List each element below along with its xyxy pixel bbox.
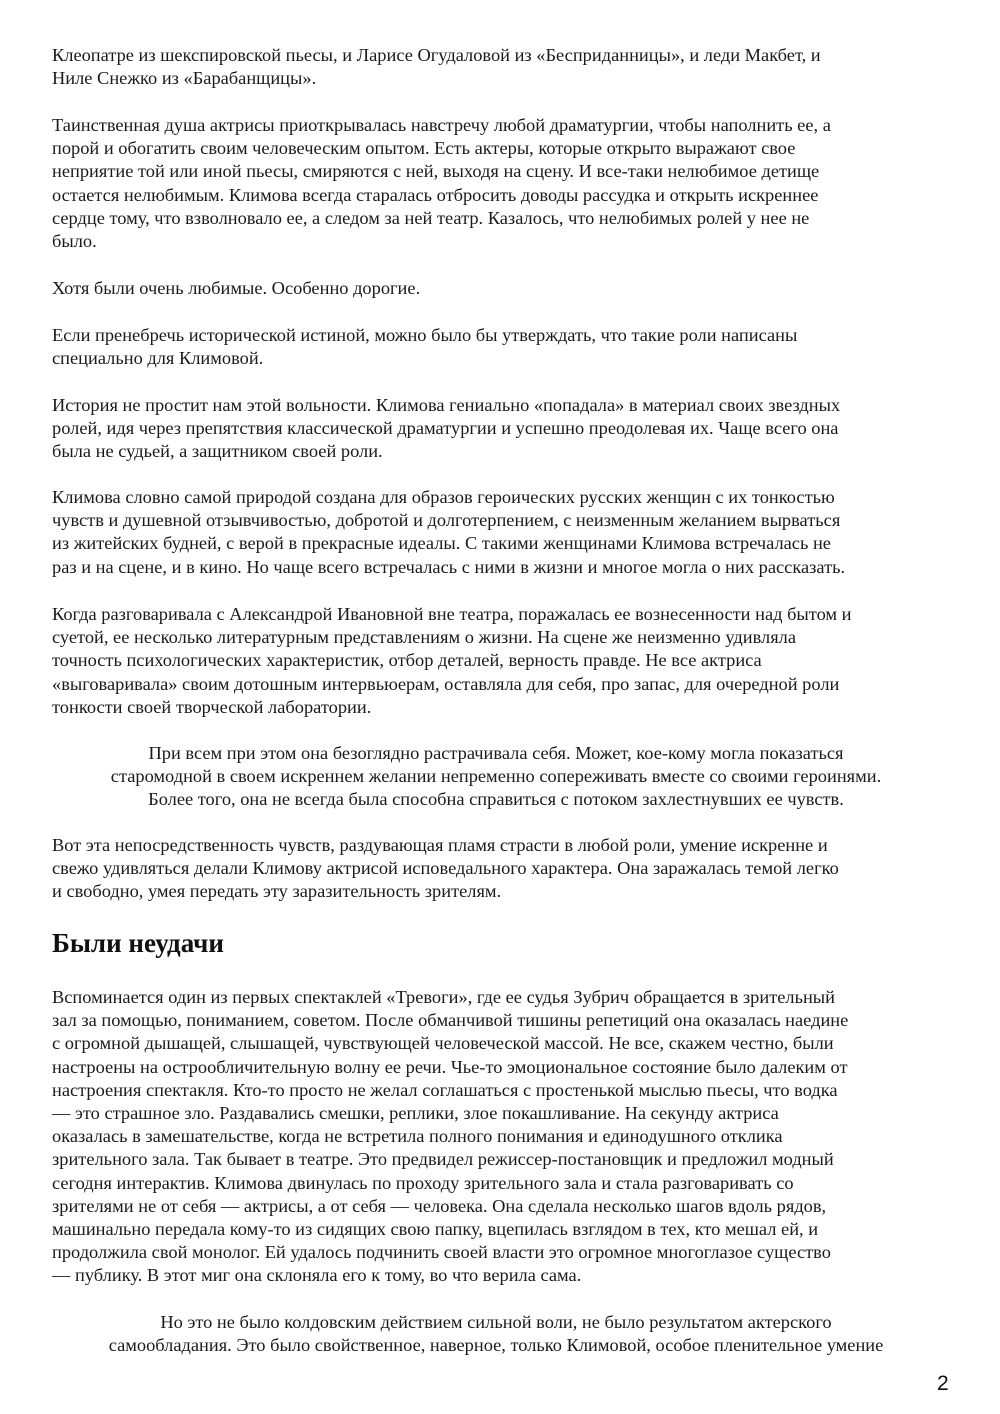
text-line: Хотя были очень любимые. Особенно дорогие. — [52, 278, 421, 298]
text-line: продолжила свой монолог. Ей удалось подчинить своей власти это огромное многоглазое существо — [52, 1242, 831, 1263]
text-line: Более того, она не всегда была способна справиться с потоком захлестнувших ее чувств. — [148, 789, 844, 810]
text-line: История не простит нам этой вольности. Климова гениально «попадала» в материал своих звездных — [52, 395, 841, 415]
text-line: неприятие той или иной пьесы, смиряются с ней, выходя на сцену. И все-таки нелюбимое детище — [52, 161, 820, 182]
text-line: Таинственная душа актрисы приоткрывалась навстречу любой драматургии, чтобы наполнить ее, а — [52, 115, 831, 135]
text-line: — это страшное зло. Раздавались смешки, реплики, злое покашливание. На секунду актриса — [52, 1103, 779, 1124]
text-line: с огромной дышащей, слышащей, чувствующей человеческой массой. Не все, скажем честно, были — [52, 1033, 834, 1054]
text-line: чувств и душевной отзывчивостью, добротой и долготерпением, с неизменным желанием вырваться — [52, 510, 841, 531]
text-line: точность психологических характеристик, отбор деталей, верность правде. Не все актриса — [52, 650, 762, 671]
text-line: При всем при этом она безоглядно растрачивала себя. Может, кое-кому могла показаться — [148, 743, 844, 763]
paragraph-11-centered — [52, 1311, 940, 1357]
text-line: машинально передала кому-то из сидящих свою папку, вцепилась взглядом в тех, кто мешал ей, и — [52, 1219, 819, 1240]
paragraph-8-centered — [52, 742, 940, 812]
text-line: суетой, ее несколько литературным представлениям о жизни. На сцене же неизменно удивляла — [52, 627, 797, 648]
text-line: настроения спектакля. Кто-то просто не желал соглашаться с простенькой мыслью пьесы, что водка — [52, 1079, 838, 1100]
text-line: оказалась в замешательстве, когда не встретила полного понимания и единодушного отклика — [52, 1126, 783, 1147]
text-line: остается нелюбимым. Климова всегда старалась отбросить доводы рассудка и открыть искреннее — [52, 184, 819, 205]
text-line: Когда разговаривала с Александрой Ивановной вне театра, поражалась ее вознесенности над бытом и — [52, 604, 852, 624]
paragraph-3 — [52, 277, 940, 300]
paragraph-2 — [52, 114, 940, 253]
text-line: самообладания. Это было свойственное, наверное, только Климовой, особое пленительное умение — [108, 1335, 884, 1356]
text-line: Климова словно самой природой создана для образов героических русских женщин с их тонкостью — [52, 487, 835, 507]
text-line: сердце тому, что взволновало ее, а следом за ней театр. Казалось, что нелюбимых ролей у нее не — [52, 207, 810, 228]
text-line: раз и на сцене, и в кино. Но чаще всего встречалась с ними в жизни и многое могла о них рассказать. — [52, 556, 846, 577]
text-line: специально для Климовой. — [52, 348, 264, 369]
paragraph-1 — [52, 44, 940, 90]
text-line: Если пренебречь исторической истиной, можно было бы утверждать, что такие роли написаны — [52, 325, 798, 345]
text-line: Вспоминается один из первых спектаклей «Тревоги», где ее судья Зубрич обращается в зрительный — [52, 987, 835, 1007]
paragraph-7 — [52, 603, 940, 719]
text-line: свежо удивляться делали Климову актрисой исповедального характера. Она заражалась темой легко — [52, 858, 839, 879]
paragraph-4 — [52, 324, 940, 370]
text-line: зрительного зала. Так бывает в театре. Это предвидел режиссер-постановщик и предложил модный — [52, 1149, 834, 1170]
text-line: было. — [52, 231, 97, 252]
text-line: зал за помощью, пониманием, советом. После обманчивой тишины репетиций она оказалась наедине — [52, 1010, 849, 1031]
text-line: настроены на острообличительную волну ее речи. Чье-то эмоциональное состояние было далеким от — [52, 1056, 848, 1077]
text-line: Клеопатре из шекспировской пьесы, и Ларисе Огудаловой из «Бесприданницы», и леди Макбет, и — [52, 45, 821, 65]
text-line: и свободно, умея передать эту заразительность зрителям. — [52, 881, 502, 902]
text-line: порой и обогатить своим человеческим опытом. Есть актеры, которые открыто выражают свое — [52, 138, 796, 159]
text-line: была не судьей, а защитником своей роли. — [52, 441, 383, 462]
paragraph-10 — [52, 986, 940, 1288]
paragraph-9 — [52, 834, 940, 904]
text-line: — публику. В этот миг она склоняла его к тому, во что верила сама. — [52, 1265, 582, 1286]
text-line: Ниле Снежко из «Барабанщицы». — [52, 68, 317, 89]
text-line: тонкости своей творческой лаборатории. — [52, 696, 372, 717]
text-line: ролей, идя через препятствия классической драматургии и успешно преодолевая их. Чаще всего она — [52, 418, 839, 439]
section-heading: Были неудачи — [52, 928, 224, 958]
text-line: Но это не было колдовским действием сильной воли, не было результатом актерского — [160, 1312, 832, 1332]
paragraph-5 — [52, 394, 940, 464]
text-line: сегодня интерактив. Климова двинулась по проходу зрительного зала и стала разговаривать со — [52, 1172, 794, 1193]
page-number: 2 — [937, 1372, 949, 1395]
text-line: Вот эта непосредственность чувств, раздувающая пламя страсти в любой роли, умение искренне и — [52, 835, 828, 855]
paragraph-6 — [52, 486, 940, 579]
text-line: из житейских будней, с верой в прекрасные идеалы. С такими женщинами Климова встречалась не — [52, 533, 831, 554]
text-line: «выговаривала» своим дотошным интервьюерам, оставляла для себя, про запас, для очередной роли — [52, 673, 840, 694]
text-line: зрителями не от себя — актрисы, а от себя — человека. Она сделала несколько шагов вдоль рядов, — [52, 1195, 827, 1216]
text-line: старомодной в своем искреннем желании непременно сопереживать вместе со своими героинями. — [110, 766, 882, 787]
